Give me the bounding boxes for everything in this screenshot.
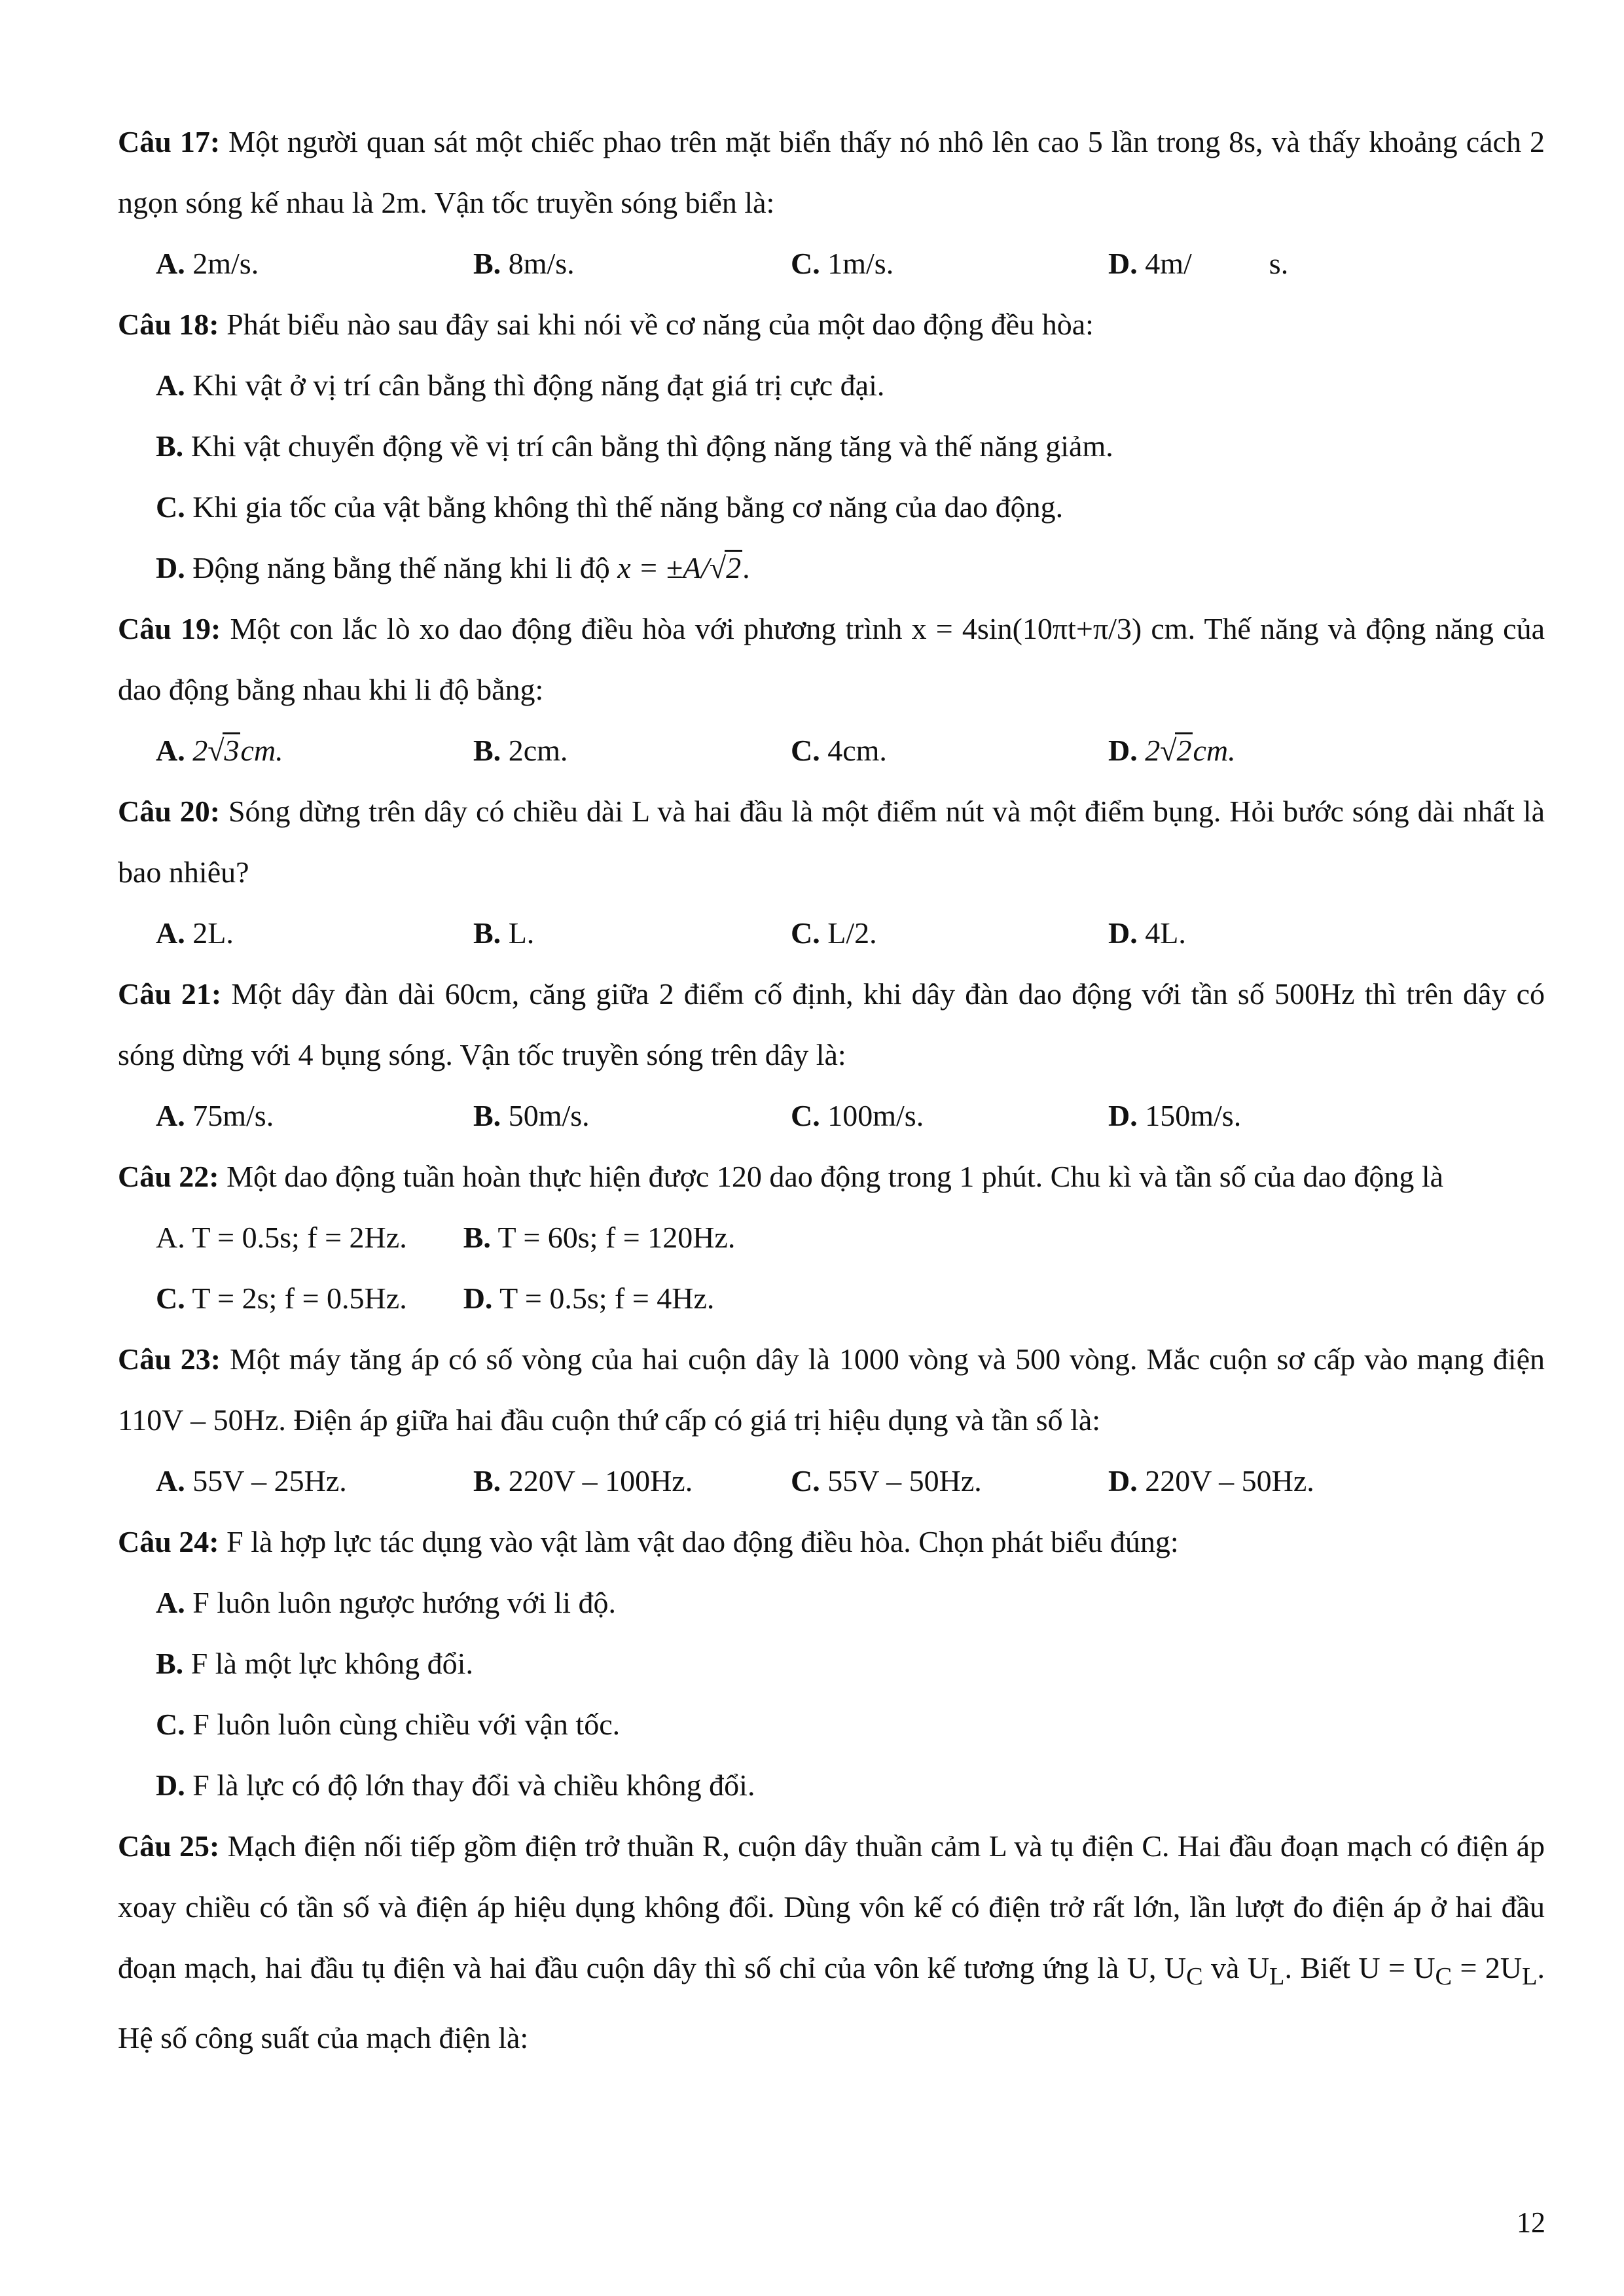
question-stem (118, 598, 1545, 720)
question-stem (118, 111, 1545, 233)
question-number: Câu 24: (118, 1525, 219, 1558)
sqrt-sign: √ (1160, 734, 1177, 767)
question-stem (118, 1146, 1545, 1207)
question-stem (118, 294, 1545, 355)
question-text: Một con lắc lò xo dao động điều hòa với phương trình x = 4sin(10πt+π/3) cm. Thế năng và động năng của dao động bằng nhau khi li độ bằng: (118, 612, 1545, 706)
question-text: Một người quan sát một chiếc phao trên mặt biển thấy nó nhô lên cao 5 lần trong 8s, và thấy khoảng cách 2 ngọn sóng kế nhau là 2m. Vận tốc truyền sóng biển là: (118, 125, 1545, 219)
options-row (118, 1450, 1545, 1511)
question-text: Sóng dừng trên dây có chiều dài L và hai đầu là một điểm nút và một điểm bụng. Hỏi bước sóng dài nhất là bao nhiêu? (118, 795, 1545, 889)
question-18 (118, 294, 1545, 355)
question-text: Một dao động tuần hoàn thực hiện được 120 dao động trong 1 phút. Chu kì và tần số của dao động là (219, 1160, 1444, 1193)
question-number: Câu 21: (118, 977, 222, 1011)
option-c: C. 55V – 50Hz. (791, 1464, 982, 1498)
option-c: C. 1m/s. (791, 247, 894, 280)
option-a: A. 2m/s. (156, 247, 259, 280)
option-d: D. 2√2cm. (1108, 734, 1236, 767)
option-d: D. F là lực có độ lớn thay đổi và chiều không đổi. (156, 1768, 755, 1802)
option-d: D. 220V – 50Hz. (1108, 1464, 1314, 1498)
option-a: A. T = 0.5s; f = 2Hz. (156, 1221, 407, 1254)
option-b: B. 220V – 100Hz. (473, 1464, 693, 1498)
option-b: B. 50m/s. (473, 1099, 590, 1132)
option-b: B. Khi vật chuyển động về vị trí cân bằng thì động năng tăng và thế năng giảm. (156, 429, 1113, 463)
option-d: D. 150m/s. (1108, 1099, 1242, 1132)
question-text: F là hợp lực tác dụng vào vật làm vật dao động điều hòa. Chọn phát biểu đúng: (219, 1525, 1179, 1558)
question-25 (118, 1816, 1545, 2068)
question-number: Câu 23: (118, 1342, 221, 1376)
sqrt-sign: √ (208, 734, 225, 767)
option-d: D. Động năng bằng thế năng khi li độ x = ±A/√2. (156, 551, 750, 584)
question-22 (118, 1146, 1545, 1207)
question-number: Câu 20: (118, 795, 221, 828)
option-c: C. 100m/s. (791, 1099, 924, 1132)
question-23 (118, 1329, 1545, 1450)
formula: 2√3cm. (192, 734, 283, 767)
option-d: D. 4m/ s. (1108, 247, 1289, 280)
question-stem: Câu 25: Mạch điện nối tiếp gồm điện trở thuần R, cuộn dây thuần cảm L và tụ điện C. Hai đầu đoạn mạch có điện áp xoay chiều có tần số và điện áp hiệu dụng không đổi. Dùng vôn kế có điện trở rất lớn, lần lượt đo điện áp ở hai đầu đoạn mạch, hai đầu tụ điện và hai đầu cuộn dây thì số chỉ của vôn kế tương ứng là U, $U_C$ và $U_L$. Biết $U = U_C = 2U_L$. Hệ số công suất của mạch điện là: (118, 1829, 1545, 2055)
option-a: A. F luôn luôn ngược hướng với li độ. (156, 1586, 616, 1619)
question-text: Một dây đàn dài 60cm, căng giữa 2 điểm cố định, khi dây đàn dao động với tần số 500Hz thì trên dây có sóng dừng với 4 bụng sóng. Vận tốc truyền sóng trên dây là: (118, 977, 1545, 1071)
question-20 (118, 781, 1545, 903)
options-row (118, 903, 1545, 963)
option-d: D. T = 0.5s; f = 4Hz. (463, 1282, 715, 1315)
options-row (118, 720, 1545, 781)
option-a: A. 2√3cm. (156, 734, 283, 767)
question-stem (118, 781, 1545, 903)
document-page (118, 111, 1545, 2068)
option-b: B. T = 60s; f = 120Hz. (463, 1221, 736, 1254)
option-a: A. 55V – 25Hz. (156, 1464, 347, 1498)
option-a: A. 2L. (156, 916, 234, 950)
formula: 2√2cm. (1145, 734, 1236, 767)
page-number: 12 (1517, 2206, 1545, 2238)
options-row (118, 233, 1545, 294)
question-stem (118, 963, 1545, 1085)
question-stem (118, 1329, 1545, 1450)
option-b: B. 2cm. (473, 734, 568, 767)
option-a: A. 75m/s. (156, 1099, 274, 1132)
question-number: Câu 25: (118, 1829, 220, 1863)
options-row (118, 1085, 1545, 1146)
option-b: B. F là một lực không đổi. (156, 1647, 473, 1680)
option-c: C. Khi gia tốc của vật bằng không thì thế năng bằng cơ năng của dao động. (156, 490, 1064, 524)
option-c: C. F luôn luôn cùng chiều với vận tốc. (156, 1708, 621, 1741)
option-c: C. T = 2s; f = 0.5Hz. (156, 1282, 407, 1315)
option-b: B. 8m/s. (473, 247, 575, 280)
question-number: Câu 22: (118, 1160, 219, 1193)
question-number: Câu 18: (118, 308, 219, 341)
question-number: Câu 17: (118, 125, 221, 158)
sqrt-sign: √ (709, 551, 727, 584)
question-21 (118, 963, 1545, 1085)
options-row (118, 1207, 1545, 1268)
question-text: Phát biểu nào sau đây sai khi nói về cơ năng của một dao động đều hòa: (219, 308, 1094, 341)
question-stem (118, 1511, 1545, 1572)
question-17 (118, 111, 1545, 233)
question-19 (118, 598, 1545, 720)
option-d: D. 4L. (1108, 916, 1186, 950)
option-c: C. L/2. (791, 916, 877, 950)
question-number: Câu 19: (118, 612, 221, 645)
option-c: C. 4cm. (791, 734, 887, 767)
options-row (118, 1268, 1545, 1329)
option-b: B. L. (473, 916, 535, 950)
question-24 (118, 1511, 1545, 1572)
question-text: Một máy tăng áp có số vòng của hai cuộn dây là 1000 vòng và 500 vòng. Mắc cuộn sơ cấp vào mạng điện 110V – 50Hz. Điện áp giữa hai đầu cuộn thứ cấp có giá trị hiệu dụng và tần số là: (118, 1342, 1545, 1437)
formula-li-do: x = ±A/√2 (617, 551, 742, 584)
option-a: A. Khi vật ở vị trí cân bằng thì động năng đạt giá trị cực đại. (156, 368, 885, 402)
